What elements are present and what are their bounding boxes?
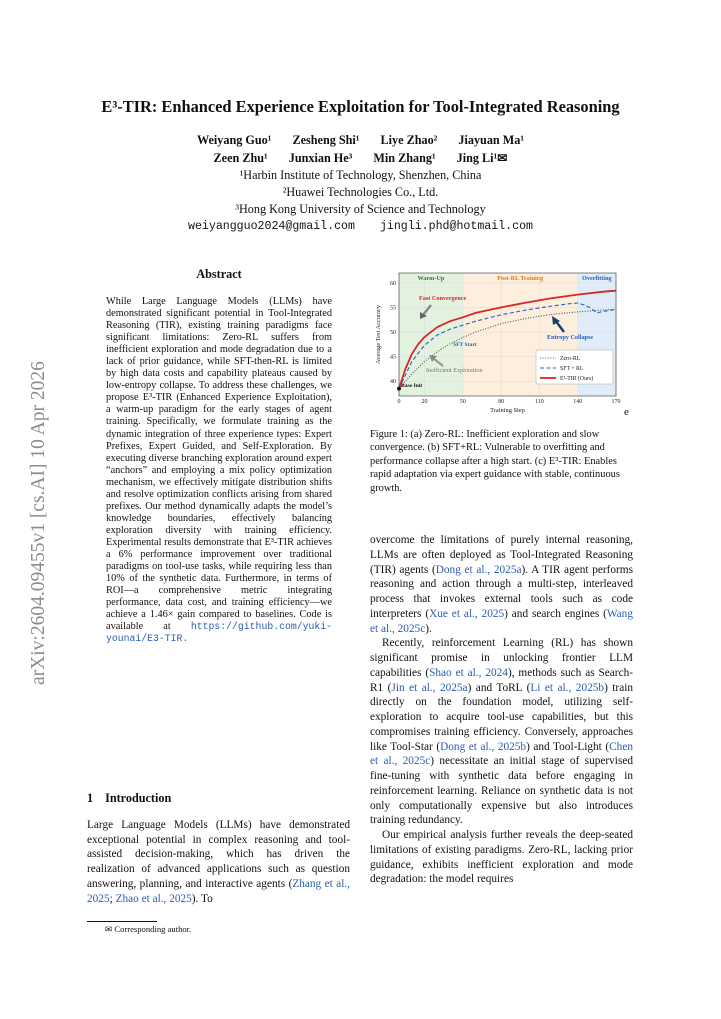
affiliation: ¹Harbin Institute of Technology, Shenzhen, China — [239, 168, 482, 182]
y-tick-label: 45 — [390, 354, 396, 361]
code-link[interactable]: https://github.com/yuki-younai/E3-TIR. — [106, 621, 332, 645]
section-heading — [87, 791, 171, 806]
citation-separator: ; — [109, 892, 116, 905]
affiliation: ²Huawei Technologies Co., Ltd. — [282, 185, 439, 199]
arxiv-stamp-svg — [16, 300, 56, 690]
legend-label: E³-TIR (Ours) — [560, 376, 594, 382]
email-link[interactable]: jingli.phd@hotmail.com — [379, 220, 533, 233]
y-axis-label: Average Test Accuracy — [375, 305, 382, 364]
abstract-text: While Large Language Models (LLMs) have demonstrated significant potential in Tool-Integrated Reasoning (TIR), existing training paradigms face significant limitations: Zero-RL suffers from inefficient exploration and mode degradation due to a lack of prior guidance, while SFT-then-RL is limited by high data costs and capability plateaus caused by low-entropy collapse. To address these challenges, we propose E³-TIR (Enhanced Experience Exploitation), a warm-up paradigm for the early stages of agent training. Specifically, we formulate training as the dynamic integration of three experience types: Expert Prefixes, Expert Guided, and Self-Exploration. By executing diverse branching exploration around expert “anchors” and employing a mix policy optimization mechanism, we effectively mitigate distribution shifts and resolve optimization conflicts arising from shared prefixes. Our method dynamically adapts the model’s knowledge boundaries, effectively balancing exploration diversity with training efficiency. Experimental results demonstrate that E³-TIR achieves a 6% performance improvement over traditional paradigms on tool-use tasks, while requiring less than 10% of the synthetic data. Furthermore, in terms of ROI—a comprehensive metric integrating performance, data cost, and training efficiency—we achieve a 1.46× gain compared to baselines. Code is available at — [106, 296, 332, 633]
author: Min Zhang¹ — [373, 151, 436, 165]
x-tick-label: 0 — [397, 399, 401, 405]
section-title: Introduction — [105, 791, 172, 805]
figure-caption: Figure 1: (a) Zero-RL: Inefficient exploration and slow convergence. (b) SFT+RL: Vulnerable to overfitting and performance collapse after a high start. (c) E³-TIR: Enables rapid adaptation via expert guidance with stable, continuous growth. — [370, 429, 620, 494]
citation-link[interactable]: Dong et al., 2025a — [435, 563, 522, 576]
x-tick-label: 50 — [459, 399, 466, 405]
footnote: ✉ Corresponding author. — [105, 924, 192, 934]
author: Junxian He³ — [288, 151, 353, 165]
citation-link[interactable]: Li et al., 2025b — [530, 681, 605, 694]
abstract-body — [106, 296, 332, 645]
citation-link[interactable]: Chen et al., 2025c — [370, 740, 633, 768]
panel-mark: e — [624, 406, 629, 418]
email-link[interactable]: weiyangguo2024@gmail.com — [187, 220, 355, 233]
authors-line-2 — [0, 151, 721, 166]
citation-link[interactable]: Xue et al., 2025 — [429, 607, 505, 620]
annotation-label: Base Init — [401, 383, 423, 389]
intro-paragraph — [87, 818, 350, 906]
legend-label: SFT + RL — [560, 366, 584, 372]
x-axis-label: Training Step — [490, 407, 525, 414]
citation-link[interactable]: Wang et al., 2025c — [370, 607, 633, 635]
right-column-body — [370, 533, 633, 887]
author: Weiyang Guo¹ — [197, 133, 272, 147]
y-tick-label: 55 — [390, 305, 396, 312]
author: Zesheng Shi¹ — [292, 133, 360, 147]
region-label: Warm-Up — [417, 275, 445, 282]
author: Jiayuan Ma¹ — [458, 133, 524, 147]
annotation-label: Entropy Collapse — [547, 334, 594, 341]
x-tick-label: 80 — [498, 399, 505, 405]
annotation-label: Fast Convergence — [419, 295, 467, 302]
y-tick-label: 40 — [390, 379, 396, 386]
citation-link[interactable]: Shao et al., 2024 — [429, 666, 508, 679]
x-tick-label: 20 — [421, 399, 428, 405]
abstract-heading: Abstract — [196, 267, 242, 281]
y-tick-label: 60 — [390, 280, 396, 287]
citation-link[interactable]: Dong et al., 2025b — [440, 740, 527, 753]
arxiv-id: arXiv:2604.09455v1 [cs.AI] 10 Apr 2026 — [28, 361, 49, 685]
author: Jing Li¹✉ — [456, 151, 508, 165]
region-label: Post-RL Training — [497, 275, 544, 282]
arxiv-stamp — [16, 300, 56, 690]
author: Liye Zhao² — [380, 133, 438, 147]
chart-region — [399, 273, 463, 396]
paragraph: Our empirical analysis further reveals the deep-seated limitations of existing paradigms. Zero-RL, lacking prior guidance, exhibits inefficient exploration and mode degradation: the model requires — [370, 829, 633, 886]
annotation-label: Inefficient Exploration — [426, 367, 483, 374]
authors-line-1 — [0, 133, 721, 148]
annotation-label: SFT Start — [453, 342, 477, 348]
affiliation: ³Hong Kong University of Science and Technology — [235, 202, 486, 216]
region-label: Overfitting — [582, 275, 612, 282]
paragraph: overcome the limitations of purely internal reasoning, LLMs are often deployed as Tool-Integrated Reasoning (TIR) agents (Dong et al., 2025a). A TIR agent performs reasoning and action through a multi-step, interleaved process that invokes external tools such as code interpreters (Xue et al., 2025) and search engines (Wang et al., 2025c). — [370, 534, 633, 635]
footnote-rule — [87, 921, 157, 922]
citation-link[interactable]: Zhao et al., 2025 — [115, 892, 192, 905]
intro-text: ). To — [191, 892, 213, 905]
author-emails — [0, 220, 721, 233]
author: Zeen Zhu¹ — [213, 151, 268, 165]
y-tick-label: 50 — [390, 330, 396, 337]
citation-link[interactable]: Jin et al., 2025a — [391, 681, 468, 694]
accuracy-chart — [371, 268, 633, 418]
x-tick-label: 140 — [573, 399, 583, 405]
x-tick-label: 110 — [535, 399, 544, 405]
legend-label: Zero-RL — [560, 356, 581, 362]
citation-link[interactable]: Zhang et al., 2025 — [87, 877, 350, 905]
figure-1 — [371, 268, 633, 418]
section-number: 1 — [87, 791, 94, 805]
paper-title: E³-TIR: Enhanced Experience Exploitation for Tool-Integrated Reasoning — [101, 97, 620, 116]
paragraph: Recently, reinforcement Learning (RL) has shown significant promise in unlocking frontier LLM capabilities (Shao et al., 2024), methods such as Search-R1 (Jin et al., 2025a) and ToRL (Li et al., 2025b) train directly on the foundation model, utilizing self-exploration to acquire tool-use capabilities, but this compromises training efficiency. Conversely, approaches like Tool-Star (Dong et al., 2025b) and Tool-Light (Chen et al., 2025c) necessitate an initial stage of supervised fine-tuning with synthetic data before engaging in reinforcement learning. Reliance on synthetic data is not only computationally expensive but also introduces training redundancy. — [370, 637, 633, 827]
intro-text: Large Language Models (LLMs) have demonstrated exceptional potential in complex reasoning and tool-assisted decision-making, which has driven the realization of advanced applications such as question answering, planning, and interactive agents ( — [87, 819, 350, 890]
x-tick-label: 170 — [611, 399, 621, 405]
